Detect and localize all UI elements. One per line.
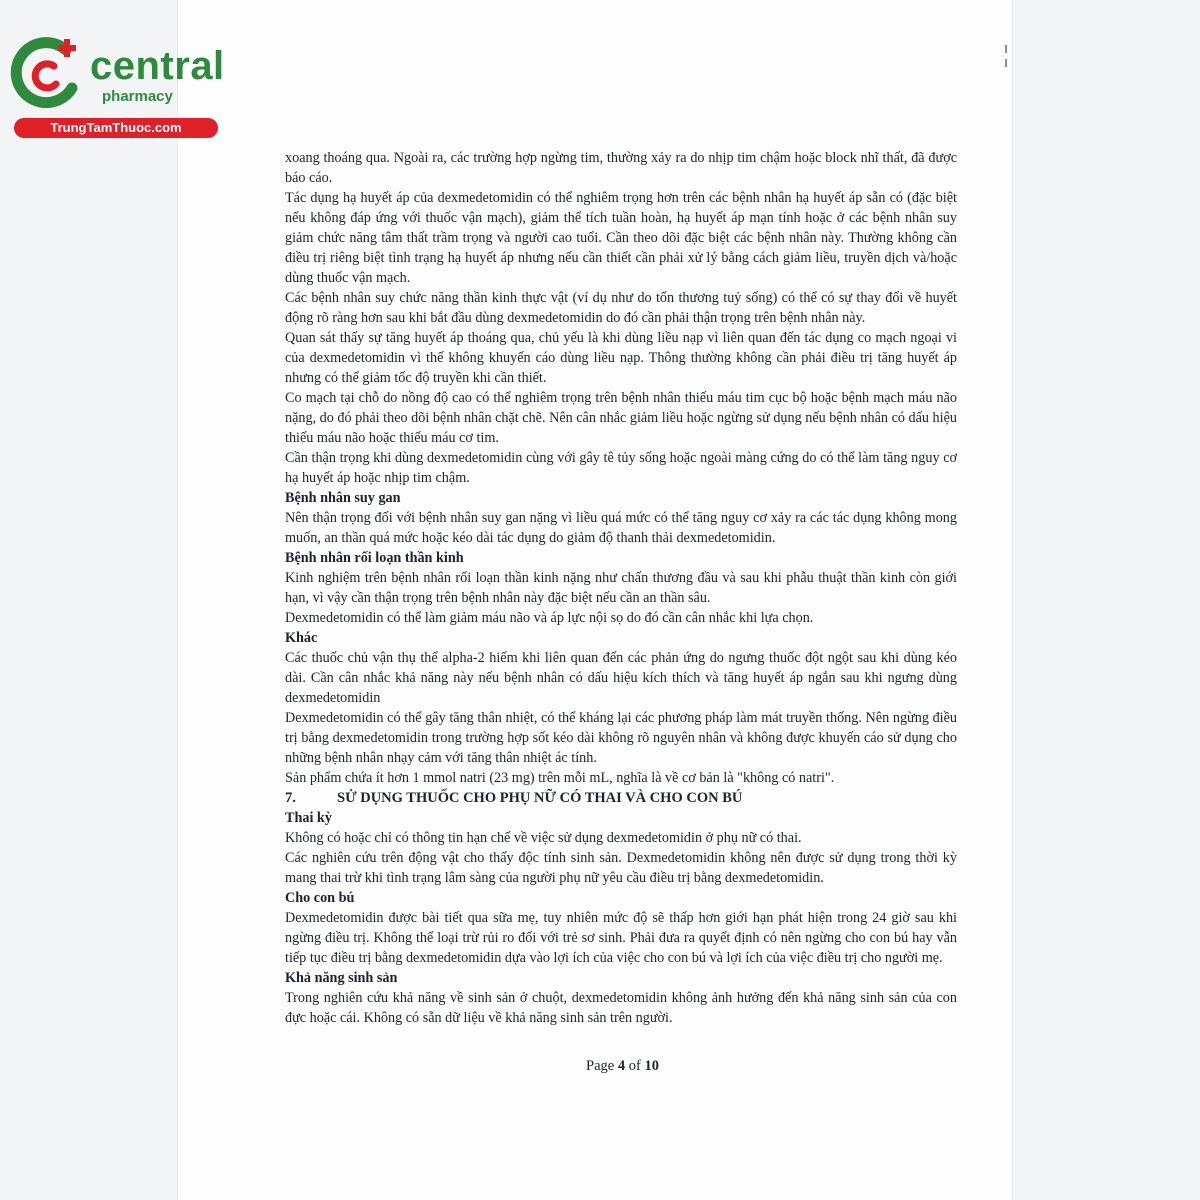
section-heading-7 — [285, 788, 957, 808]
paragraph: Kinh nghiệm trên bệnh nhân rối loạn thần kinh nặng như chấn thương đầu và sau khi phẫu thuật thần kinh còn giới hạn, vì vậy cần thận trọng trên bệnh nhân này đặc biệt nếu cần an thần sâu. — [285, 570, 957, 606]
page-prefix: Page — [586, 1058, 618, 1074]
subheading-other: Khác — [285, 630, 318, 646]
section-number: 7. — [285, 790, 296, 806]
brand-name: central — [90, 44, 225, 88]
brand-subtitle: pharmacy — [102, 88, 173, 105]
paragraph: Quan sát thấy sự tăng huyết áp thoáng qua, chủ yếu là khi dùng liều nạp vì liên quan đến tác dụng co mạch ngoại vi của dexmedetomidin vì thế không khuyến cáo dùng liều nạp. Thông thường không cần phải điều trị tăng huyết áp nhưng có thể giảm tốc độ truyền khi cần thiết. — [285, 330, 957, 386]
paragraph: xoang thoáng qua. Ngoài ra, các trường hợp ngừng tim, thường xảy ra do nhịp tim chậm hoặc block nhĩ thất, đã được báo cáo. — [285, 150, 957, 186]
page-total: 10 — [644, 1058, 659, 1074]
page-number — [0, 1058, 1200, 1075]
subheading-liver: Bệnh nhân suy gan — [285, 490, 401, 506]
subheading-pregnancy: Thai kỳ — [285, 810, 332, 826]
subheading-breastfeeding: Cho con bú — [285, 890, 355, 906]
paragraph: Sản phẩm chứa ít hơn 1 mmol natri (23 mg) trên mỗi mL, nghĩa là về cơ bản là "không có natri". — [285, 770, 835, 786]
brand-url-badge[interactable]: TrungTamThuoc.com — [14, 118, 218, 138]
paragraph: Tác dụng hạ huyết áp của dexmedetomidin có thể nghiêm trọng hơn trên các bệnh nhân hạ huyết áp sẵn có (đặc biệt nếu không đáp ứng với thuốc vận mạch), giảm thể tích tuần hoàn, hạ huyết áp mạn tính hoặc ở các bệnh nhân suy giảm chức năng tâm thất trầm trọng và người cao tuổi. Cần theo dõi đặc biệt các bệnh nhân này. Thường không cần điều trị riêng biệt tình trạng hạ huyết áp nhưng nếu cần thiết cần phải xử lý bằng cách giảm liều, truyền dịch và/hoặc dùng thuốc vận mạch. — [285, 190, 957, 286]
paragraph: Các nghiên cứu trên động vật cho thấy độc tính sinh sản. Dexmedetomidin không nên được sử dụng trong thời kỳ mang thai trừ khi tình trạng lâm sàng của người phụ nữ yêu cầu điều trị bằng dexmedetomidin. — [285, 850, 957, 886]
paragraph: Không có hoặc chỉ có thông tin hạn chế về việc sử dụng dexmedetomidin ở phụ nữ có thai. — [285, 830, 802, 846]
paragraph: Trong nghiên cứu khả năng về sinh sản ở chuột, dexmedetomidin không ảnh hưởng đến khả năng sinh sản của con đực hoặc cái. Không có sẵn dữ liệu về khả năng sinh sản trên người. — [285, 990, 957, 1026]
subheading-neuro: Bệnh nhân rối loạn thần kinh — [285, 550, 464, 566]
paragraph: Cần thận trọng khi dùng dexmedetomidin cùng với gây tê tủy sống hoặc ngoài màng cứng do có thể làm tăng nguy cơ hạ huyết áp hoặc nhịp tim chậm. — [285, 450, 957, 486]
pharmacy-cross-logo-icon — [8, 36, 90, 116]
brand-logo[interactable] — [8, 36, 225, 136]
paragraph: Dexmedetomidin có thể gây tăng thân nhiệt, có thể kháng lại các phương pháp làm mát truyền thống. Nên ngừng điều trị bằng dexmedetomidin trong trường hợp sốt kéo dài không rõ nguyên nhân và không được khuyến cáo sử dụng cho những bệnh nhân nhạy cảm với tăng thân nhiệt ác tính. — [285, 710, 957, 766]
section-title: SỬ DỤNG THUỐC CHO PHỤ NỮ CÓ THAI VÀ CHO CON BÚ — [337, 790, 743, 806]
document-body — [285, 148, 957, 1028]
page-middle: of — [625, 1058, 645, 1074]
paragraph: Nên thận trọng đối với bệnh nhân suy gan nặng vì liều quá mức có thể tăng nguy cơ xảy ra các tác dụng không mong muốn, an thần quá mức hoặc kéo dài tác dụng do giảm độ thanh thải dexmedetomidin. — [285, 510, 957, 546]
page-current: 4 — [617, 1058, 626, 1074]
paragraph: Các thuốc chủ vận thụ thể alpha-2 hiếm khi liên quan đến các phản ứng do ngưng thuốc đột ngột sau khi dùng kéo dài. Cần cân nhắc khả năng này nếu bệnh nhân có dấu hiệu kích thích và tăng huyết áp ngắn sau khi ngưng dùng dexmedetomidin — [285, 650, 957, 706]
paragraph: Dexmedetomidin được bài tiết qua sữa mẹ, tuy nhiên mức độ sẽ thấp hơn giới hạn phát hiện trong 24 giờ sau khi ngừng điều trị. Không thể loại trừ rủi ro đối với trẻ sơ sinh. Phải đưa ra quyết định có nên ngừng cho con bú hay vẫn tiếp tục điều trị bằng dexmedetomidin dựa vào lợi ích của việc cho con bú và lợi ích của việc điều trị cho người mẹ. — [285, 910, 957, 966]
scan-edge-marks — [1000, 45, 1012, 73]
paragraph: Các bệnh nhân suy chức năng thần kinh thực vật (ví dụ như do tổn thương tuỷ sống) có thể có sự thay đổi về huyết động rõ ràng hơn sau khi bắt đầu dùng dexmedetomidin do đó cần phải thận trọng trên bệnh nhân này. — [285, 290, 957, 326]
paragraph: Dexmedetomidin có thể làm giảm máu não và áp lực nội sọ do đó cần cân nhắc khi lựa chọn. — [285, 610, 814, 626]
subheading-fertility: Khả năng sinh sản — [285, 970, 398, 986]
paragraph: Co mạch tại chỗ do nồng độ cao có thể nghiêm trọng trên bệnh nhân thiếu máu tim cục bộ hoặc bệnh mạch máu não nặng, do đó phải theo dõi bệnh nhân chặt chẽ. Nên cân nhắc giảm liều hoặc ngừng sử dụng nếu bệnh nhân có dấu hiệu thiếu máu não hoặc thiếu máu cơ tim. — [285, 390, 957, 446]
